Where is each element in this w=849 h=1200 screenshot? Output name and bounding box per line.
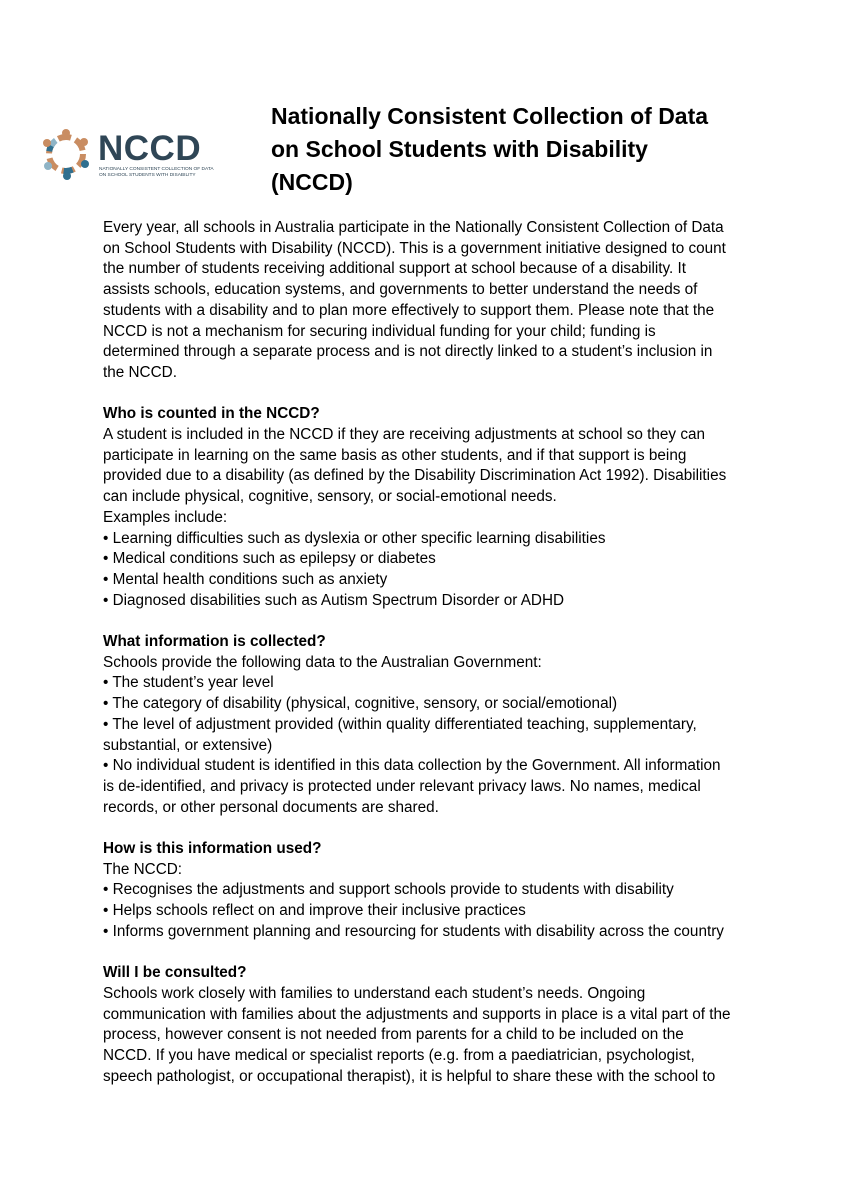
text-line: communication with families about the adjustments and supports in place is a vital part of the (103, 1005, 731, 1023)
spacer (103, 611, 753, 632)
text-line: participate in learning on the same basis as other students, and if that support is being (103, 446, 687, 464)
list-item: • Recognises the adjustments and support schools provide to students with disability (103, 881, 674, 899)
text-line: The NCCD: (103, 860, 183, 878)
logo-subtitle (99, 167, 219, 178)
text-line: NCCD. If you have medical or specialist reports (e.g. from a paediatrician, psychologist, (103, 1047, 695, 1065)
text-line: Schools work closely with families to understand each student’s needs. Ongoing (103, 984, 646, 1002)
title-line: (NCCD) (271, 169, 353, 195)
section-who-counted (103, 404, 753, 611)
nccd-logo (40, 128, 220, 180)
text-line: NCCD is not a mechanism for securing individual funding for your child; funding is (103, 322, 656, 340)
text-line: the number of students receiving additional support at school because of a disability. It (103, 260, 687, 278)
list-item: • No individual student is identified in this data collection by the Government. All information (103, 757, 721, 775)
logo-subtitle-line: NATIONALLY CONSISTENT COLLECTION OF DATA (99, 167, 214, 172)
people-circle-icon (40, 128, 94, 180)
text-line: can include physical, cognitive, sensory, or social-emotional needs. (103, 488, 557, 506)
title-line: Nationally Consistent Collection of Data (271, 103, 709, 129)
list-item: • Informs government planning and resourcing for students with disability across the country (103, 922, 724, 940)
spacer (103, 818, 753, 839)
spacer (103, 943, 753, 964)
intro-paragraph (103, 218, 753, 384)
title-line: on School Students with Disability (271, 136, 648, 162)
text-line: is de-identified, and privacy is protected under relevant privacy laws. No names, medical (103, 777, 701, 795)
text-line: process, however consent is not needed from parents for a child to be included on the (103, 1026, 684, 1044)
text-line: records, or other personal documents are shared. (103, 798, 439, 816)
logo-subtitle-line: ON SCHOOL STUDENTS WITH DISABILITY (99, 172, 196, 178)
list-item: • Helps schools reflect on and improve their inclusive practices (103, 902, 526, 920)
text-line: substantial, or extensive) (103, 736, 273, 754)
spacer (103, 384, 753, 405)
section-heading: What information is collected? (103, 633, 326, 651)
text-line: Every year, all schools in Australia participate in the Nationally Consistent Collection of Data (103, 219, 724, 236)
list-item: • The category of disability (physical, cognitive, sensory, or social/emotional) (103, 695, 618, 713)
section-consulted (103, 963, 753, 1087)
document-body (103, 218, 753, 1087)
section-heading: Will I be consulted? (103, 964, 247, 982)
section-information-collected (103, 632, 753, 818)
section-heading: Who is counted in the NCCD? (103, 405, 320, 423)
list-item: • Medical conditions such as epilepsy or diabetes (103, 550, 436, 568)
text-line: the NCCD. (103, 363, 177, 381)
list-item: • The student’s year level (103, 674, 274, 692)
text-line: on School Students with Disability (NCCD). This is a government initiative designed to count (103, 239, 726, 257)
list-item: • Mental health conditions such as anxiety (103, 570, 388, 588)
text-line: determined through a separate process and is not directly linked to a student’s inclusion in (103, 343, 713, 361)
text-line: assists schools, education systems, and governments to better understand the needs of (103, 281, 698, 299)
section-information-used (103, 839, 753, 943)
text-line: Schools provide the following data to the Australian Government: (103, 653, 542, 671)
list-item: • Learning difficulties such as dyslexia or other specific learning disabilities (103, 529, 606, 547)
text-line: Examples include: (103, 508, 228, 526)
text-line: students with a disability and to plan more effectively to support them. Please note that the (103, 301, 715, 319)
document-header (0, 0, 849, 210)
list-item: • Diagnosed disabilities such as Autism Spectrum Disorder or ADHD (103, 591, 565, 609)
logo-wordmark: NCCD (98, 129, 202, 168)
list-item: • The level of adjustment provided (within quality differentiated teaching, supplementary, (103, 715, 697, 733)
text-line: provided due to a disability (as defined by the Disability Discrimination Act 1992). Disabilities (103, 467, 727, 485)
text-line: A student is included in the NCCD if they are receiving adjustments at school so they can (103, 426, 705, 444)
text-line: speech pathologist, or occupational therapist), it is helpful to share these with the school to (103, 1067, 716, 1085)
section-heading: How is this information used? (103, 840, 322, 858)
document-title (271, 100, 771, 199)
